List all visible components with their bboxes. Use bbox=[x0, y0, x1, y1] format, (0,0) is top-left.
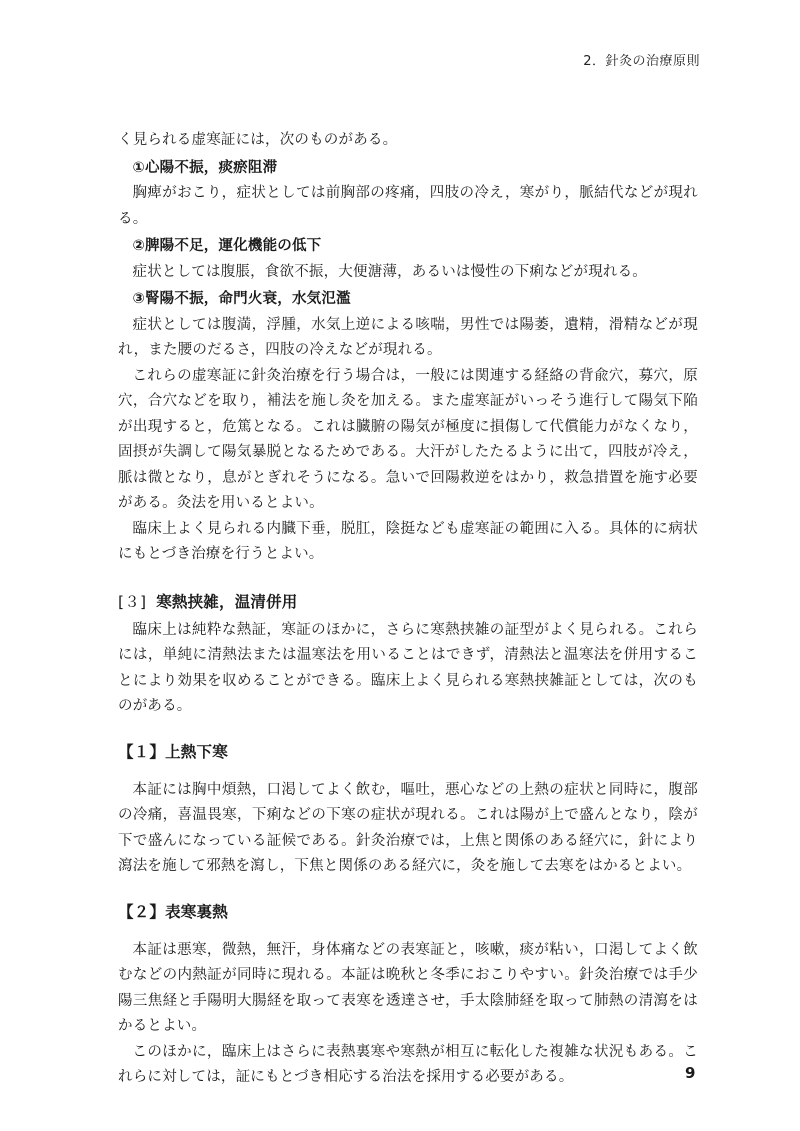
section-heading-3 bbox=[118, 588, 698, 616]
body-text bbox=[118, 128, 698, 1091]
section-number: [３] bbox=[118, 592, 147, 611]
subsection-heading-2: 【２】表寒裏熱 bbox=[118, 902, 228, 921]
paragraph-complex-cases: このほかに，臨床上はさらに表熱裏寒や寒熱が相互に転化した複雑な状況もある。これらに対しては，証にもとづき相応する治法を採用する必要がある。 bbox=[118, 1043, 698, 1085]
item-text-kidney-yang: 症状としては腹満，浮腫，水気上逆による咳喘，男性では陽萎，遺精，滑精などが現れ，また腰のだるさ，四肢の冷えなどが現れる。 bbox=[118, 316, 698, 358]
paragraph-upper-heat-lower-cold: 本証には胸中煩熱，口渇してよく飲む，嘔吐，悪心などの上熱の症状と同時に，腹部の冷痛，喜温畏寒，下痢などの下寒の症状が現れる。これは陽が上で盛んとなり，陰が下で盛んになっている証候である。針灸治療では，上焦と関係のある経穴に，針により瀉法を施して邪熱を瀉し，下焦と関係のある経穴に，灸を施して去寒をはかるとよい。 bbox=[118, 781, 698, 874]
paragraph-deficiency-cold-treatment: これらの虚寒証に針灸治療を行う場合は，一般には関連する経絡の背兪穴，募穴，原穴，合穴などを取り，補法を施し灸を加える。また虚寒証がいっそう進行して陽気下陥が出現すると，危篤となる。これは臓腑の陽気が極度に損傷して代償能力がなくなり，固摂が失調して陽気暴脱となるためである。大汗がしたたるように出て，四肢が冷え，脈は微となり，息がとぎれそうになる。急いで回陽救逆をはかり，救急措置を施す必要がある。灸法を用いるとよい。 bbox=[118, 367, 698, 511]
item-heading-kidney-yang: ③腎陽不振，命門火衰，水気氾濫 bbox=[132, 291, 351, 307]
section-title: 寒熱挟雑，温清併用 bbox=[156, 592, 298, 611]
item-heading-heart-yang: ①心陽不振，痰瘀阻滞 bbox=[132, 159, 278, 176]
item-text-heart-yang: 胸痺がおこり，症状としては前胸部の疼痛，四肢の冷え，寒がり，脈結代などが現れる。 bbox=[118, 185, 698, 227]
paragraph-exterior-cold-interior-heat: 本証は悪寒，微熱，無汗，身体痛などの表寒証と，咳嗽，痰が粘い，口渇してよく飲むなどの内熱証が同時に現れる。本証は晩秋と冬季におこりやすい。針灸治療では手少陽三焦経と手陽明大腸経を取って表寒を透達させ，手太陰肺経を取って肺熱の清瀉をはかるとよい。 bbox=[118, 941, 698, 1034]
item-heading-spleen-yang: ②脾陽不足，運化機能の低下 bbox=[132, 238, 322, 254]
paragraph-organ-prolapse: 臨床上よく見られる内臓下垂，脱肛，陰挺なども虚寒証の範囲に入る。具体的に病状にもとづき治療を行うとよい。 bbox=[118, 520, 698, 562]
page-number: 9 bbox=[685, 1064, 696, 1082]
paragraph-mixed-cold-heat: 臨床上は純粋な熱証，寒証のほかに，さらに寒熱挟雑の証型がよく見られる。これらには，単純に清熱法または温寒法を用いることはできず，清熱法と温寒法を併用することにより効果を収めることができる。臨床上よく見られる寒熱挟雑証としては，次のものがある。 bbox=[118, 621, 698, 714]
item-text-spleen-yang: 症状としては腹脹，食欲不振，大便溏薄，あるいは慢性の下痢などが現れる。 bbox=[132, 263, 647, 280]
intro-line: く見られる虚寒証には，次のものがある。 bbox=[118, 132, 398, 148]
running-head: 2．針灸の治療原則 bbox=[583, 54, 700, 69]
subsection-heading-1: 【１】上熱下寒 bbox=[118, 742, 228, 761]
